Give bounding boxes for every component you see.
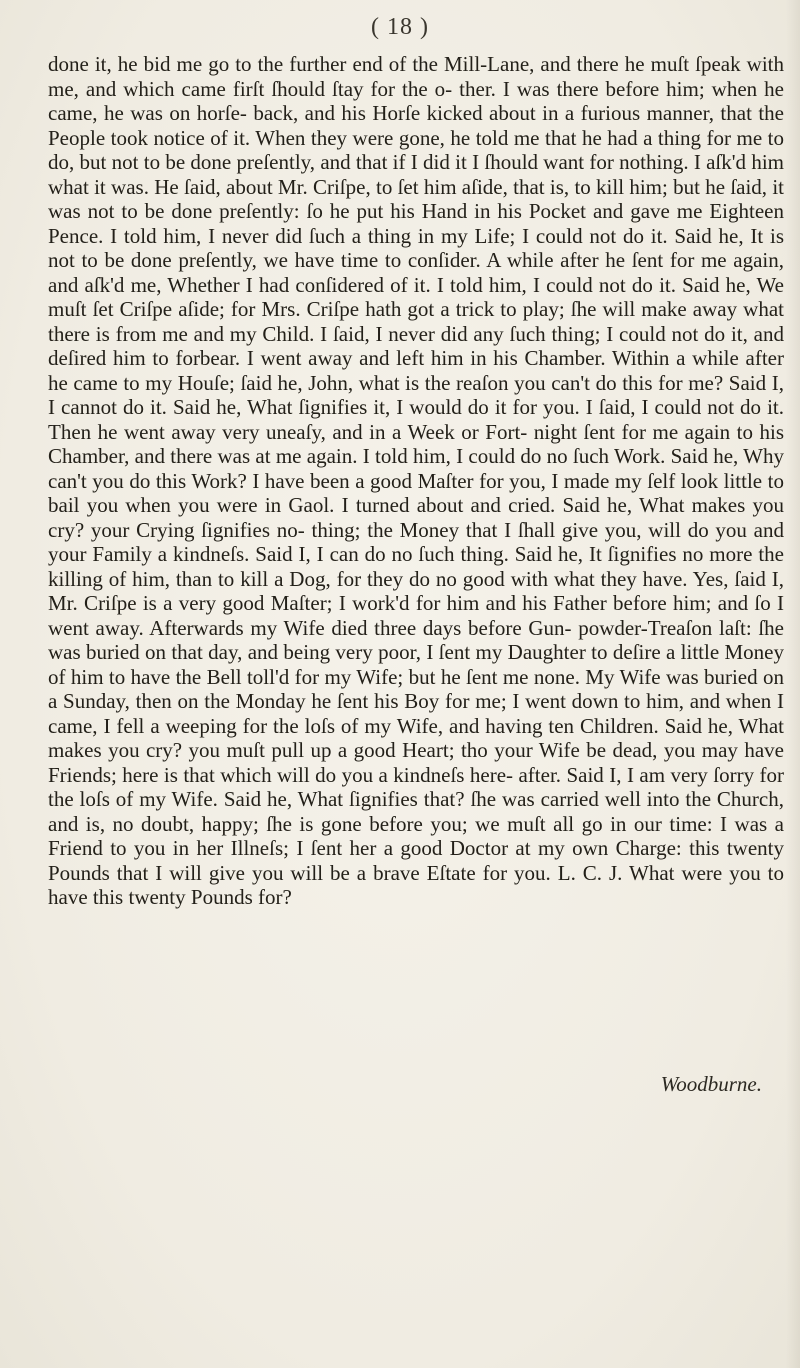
page-number: ( 18 ) (371, 14, 429, 40)
body-text: done it, he bid me go to the further end of the Mill-Lane, and there he muſt ſpeak with me, and which came firſt ſhould ſtay for the o- ther. I was there before him; when he came, he was on horſe- back, and his Horſe kicked about in a furious manner, that the People took notice of it. When they were gone, he told me that he had a thing for me to do, but not to be done preſently, and that if I did it I ſhould want for nothing. I aſk'd him what it was. He ſaid, about Mr. Criſpe, to ſet him aſide, that is, to kill him; but he ſaid, it was not to be done preſently: ſo he put his Hand in his Pocket and gave me Eighteen Pence. I told him, I never did ſuch a thing in my Life; I could not do it. Said he, It is not to be done preſently, we have time to conſider. A while after he ſent for me again, and aſk'd me, Whether I had conſidered of it. I told him, I could not do it. Said he, We muſt ſet Criſpe aſide; for Mrs. Criſpe hath got a trick to play; ſhe will make away what there is from me and my Child. I ſaid, I never did any ſuch thing; I could not do it, and deſired him to forbear. I went away and left him in his Chamber. Within a while after he came to my Houſe; ſaid he, John, what is the reaſon you can't do this for me? Said I, I cannot do it. Said he, What ſignifies it, I would do it for you. I ſaid, I could not do it. Then he went away very uneaſy, and in a Week or Fort- night ſent for me again to his Chamber, and there was at me again. I told him, I could do no ſuch Work. Said he, Why can't you do this Work? I have been a good Maſter for you, I made my ſelf look little to bail you when you were in Gaol. I turned about and cried. Said he, What makes you cry? your Crying ſignifies no- thing; the Money that I ſhall give you, will do you and your Family a kindneſs. Said I, I can do no ſuch thing. Said he, It ſignifies no more the killing of him, than to kill a Dog, for they do no good with what they have. Yes, ſaid I, Mr. Criſpe is a very good Maſter; I work'd for him and his Father before him; and ſo I went away. Afterwards my Wife died three days before Gun- powder-Treaſon laſt: ſhe was buried on that day, and being very poor, I ſent my Daughter to deſire a little Money of him to have the Bell toll'd for my Wife; but he ſent me none. My Wife was buried on a Sunday, then on the Monday he ſent his Boy for me; I went down to him, and when I came, I fell a weeping for the loſs of my Wife, and having ten Children. Said he, What makes you cry? you muſt pull up a good Heart; tho your Wife be dead, you may have Friends; here is that which will do you a kindneſs here- after. Said I, I am very ſorry for the loſs of my Wife. Said he, What ſignifies that? ſhe was carried well into the Church, and is, no doubt, happy; ſhe is gone before you; we muſt all go in our time: I was a Friend to you in her Illneſs; I ſent her a good Doctor at my own Charge: this twenty Pounds that I will give you will be a brave Eſtate for you. L. C. J. What were you to have this twenty Pounds for? (48, 52, 784, 909)
catchword: Woodburne. (660, 1072, 762, 1096)
page-edge-shadow (786, 0, 800, 1368)
